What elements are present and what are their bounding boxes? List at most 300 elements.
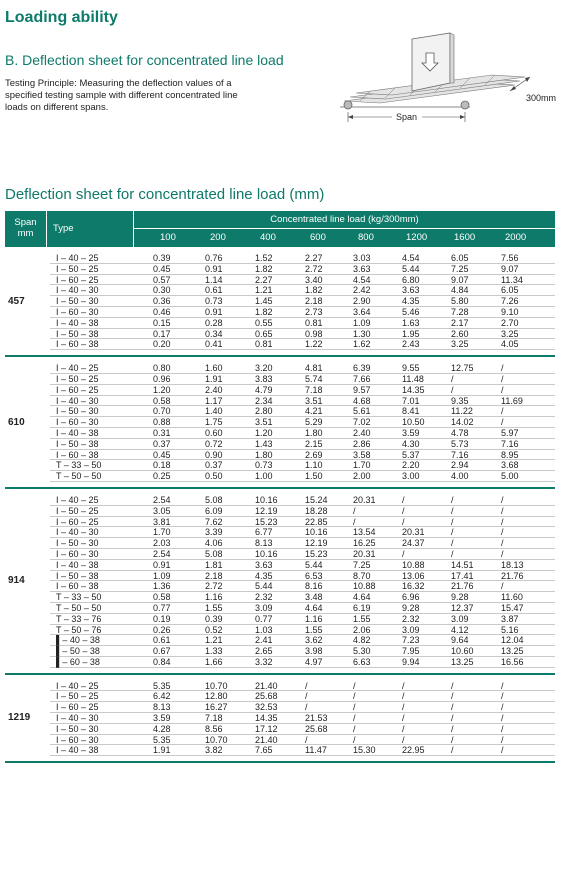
deflection-cell: 13.25 — [501, 646, 524, 657]
test-setup-diagram — [330, 25, 560, 130]
width-dimension-label: 300mm — [526, 93, 557, 103]
deflection-cell: 3.59 — [153, 713, 171, 724]
load-header-1200: 1200 — [406, 232, 428, 243]
table-row — [50, 538, 555, 549]
span-header-label: Span — [14, 217, 37, 228]
table-row — [50, 691, 555, 702]
deflection-cell: / — [451, 691, 454, 702]
deflection-cell: / — [501, 702, 504, 713]
deflection-cell: / — [353, 734, 356, 745]
deflection-cell: 16.27 — [205, 702, 228, 713]
deflection-cell: 3.03 — [353, 253, 371, 263]
deflection-cell: 8.95 — [501, 449, 519, 460]
group-spacer — [5, 668, 555, 673]
deflection-cell: / — [501, 363, 504, 374]
table-row — [50, 527, 555, 538]
deflection-cell: 22.85 — [305, 516, 328, 527]
deflection-cell: / — [451, 702, 454, 713]
deflection-cell: 7.01 — [402, 395, 420, 406]
deflection-cell: 0.37 — [153, 438, 171, 449]
deflection-cell: 1.82 — [305, 285, 323, 296]
span-group-457 — [5, 247, 555, 357]
deflection-cell: 3.59 — [402, 427, 420, 438]
deflection-cell: 14.02 — [451, 417, 474, 428]
deflection-cell: 10.60 — [451, 646, 474, 657]
deflection-cell: 3.51 — [305, 395, 323, 406]
deflection-cell: 8.70 — [353, 570, 371, 581]
deflection-cell: 7.26 — [501, 296, 519, 307]
profile-type: ▌– 60 – 38 — [56, 656, 100, 667]
deflection-cell: 16.25 — [353, 538, 376, 549]
deflection-cell: 6.77 — [255, 527, 273, 538]
deflection-cell: 0.57 — [153, 274, 171, 285]
deflection-cell: 7.16 — [501, 438, 519, 449]
span-group-914 — [5, 489, 555, 675]
deflection-cell: 4.35 — [255, 570, 273, 581]
deflection-cell: 21.40 — [255, 680, 278, 691]
profile-type: I – 40 – 25 — [56, 680, 99, 691]
table-row — [50, 374, 555, 385]
deflection-cell: 2.80 — [255, 406, 273, 417]
deflection-cell: 5.80 — [451, 296, 469, 307]
profile-type: I – 40 – 38 — [56, 559, 99, 570]
profile-type: I – 60 – 30 — [56, 306, 99, 317]
deflection-cell: 8.41 — [402, 406, 420, 417]
deflection-cell: 7.95 — [402, 646, 420, 657]
deflection-cell: 6.05 — [501, 285, 519, 296]
profile-type: I – 60 – 30 — [56, 417, 99, 428]
deflection-cell: 0.65 — [255, 328, 273, 339]
deflection-cell: 4.82 — [353, 635, 371, 646]
deflection-cell: 1.55 — [205, 602, 223, 613]
deflection-cell: 2.40 — [205, 384, 223, 395]
deflection-cell: 4.64 — [353, 592, 371, 603]
table-row — [50, 329, 555, 340]
deflection-cell: 24.37 — [402, 538, 425, 549]
deflection-cell: 2.86 — [353, 438, 371, 449]
deflection-cell: 15.23 — [255, 516, 278, 527]
table-row — [50, 549, 555, 560]
deflection-cell: 5.97 — [501, 427, 519, 438]
deflection-cell: 6.05 — [451, 253, 469, 263]
deflection-cell: 0.50 — [205, 471, 223, 482]
testing-principle-text: Testing Principle: Measuring the deflection values of a specified testing sample with different concentrated line loads on different spans. — [5, 78, 238, 113]
deflection-cell: 2.27 — [255, 274, 273, 285]
deflection-cell: 2.06 — [353, 624, 371, 635]
deflection-cell: 4.79 — [255, 384, 273, 395]
deflection-cell: 22.95 — [402, 745, 425, 756]
profile-type: I – 40 – 30 — [56, 285, 99, 296]
deflection-cell: 8.13 — [255, 538, 273, 549]
deflection-cell: 2.32 — [255, 592, 273, 603]
profile-type: I – 40 – 25 — [56, 494, 99, 505]
deflection-cell: 4.78 — [451, 427, 469, 438]
deflection-cell: 1.82 — [255, 263, 273, 274]
span-value: 457 — [8, 295, 25, 307]
deflection-cell: 25.68 — [305, 723, 328, 734]
deflection-cell: 5.73 — [451, 438, 469, 449]
table-row — [50, 592, 555, 603]
deflection-cell: 1.70 — [353, 460, 371, 471]
deflection-cell: / — [451, 713, 454, 724]
table-row — [50, 385, 555, 396]
table-row — [50, 460, 555, 471]
deflection-cell: 0.28 — [205, 317, 223, 328]
deflection-cell: 0.19 — [153, 613, 171, 624]
deflection-cell: 6.63 — [353, 656, 371, 667]
deflection-cell: 10.70 — [205, 734, 228, 745]
profile-type: I – 50 – 25 — [56, 691, 99, 702]
deflection-cell: 4.12 — [451, 624, 469, 635]
deflection-cell: / — [353, 505, 356, 516]
deflection-cell: 0.34 — [205, 328, 223, 339]
deflection-cell: 5.16 — [501, 624, 519, 635]
deflection-cell: 3.98 — [305, 646, 323, 657]
deflection-cell: 2.70 — [501, 317, 519, 328]
profile-type: I – 60 – 30 — [56, 734, 99, 745]
deflection-cell: 7.23 — [402, 635, 420, 646]
table-row — [50, 285, 555, 296]
load-header-2000: 2000 — [505, 232, 527, 243]
table-row — [50, 646, 555, 657]
deflection-cell: 3.09 — [402, 624, 420, 635]
profile-type: T – 50 – 50 — [56, 602, 102, 613]
deflection-cell: 9.28 — [451, 592, 469, 603]
deflection-cell: 3.68 — [501, 460, 519, 471]
deflection-cell: 3.63 — [402, 285, 420, 296]
span-value: 610 — [8, 416, 25, 428]
deflection-cell: 3.63 — [353, 263, 371, 274]
deflection-cell: 1.82 — [255, 306, 273, 317]
table-row — [50, 560, 555, 571]
deflection-cell: 13.25 — [451, 656, 474, 667]
table-row — [50, 657, 555, 668]
deflection-cell: / — [501, 713, 504, 724]
deflection-cell: 6.09 — [205, 505, 223, 516]
deflection-cell: 0.36 — [153, 296, 171, 307]
deflection-cell: 15.24 — [305, 494, 328, 505]
deflection-cell: 0.76 — [205, 253, 223, 263]
profile-type: T – 50 – 76 — [56, 624, 102, 635]
deflection-cell: 4.21 — [305, 406, 323, 417]
deflection-cell: 2.03 — [153, 538, 171, 549]
table-row — [50, 506, 555, 517]
deflection-cell: 2.00 — [353, 471, 371, 482]
profile-type: I – 50 – 25 — [56, 505, 99, 516]
profile-type: I – 50 – 30 — [56, 406, 99, 417]
deflection-cell: 2.54 — [153, 548, 171, 559]
deflection-cell: 5.35 — [153, 680, 171, 691]
deflection-cell: 3.25 — [451, 339, 469, 350]
deflection-cell: 12.80 — [205, 691, 228, 702]
deflection-cell: 0.96 — [153, 373, 171, 384]
deflection-cell: 1.03 — [255, 624, 273, 635]
profile-type: I – 40 – 38 — [56, 317, 99, 328]
load-header-800: 800 — [358, 232, 374, 243]
deflection-cell: 7.66 — [353, 373, 371, 384]
deflection-cell: / — [501, 516, 504, 527]
deflection-cell: 12.19 — [305, 538, 328, 549]
deflection-cell: / — [501, 494, 504, 505]
deflection-cell: 3.81 — [153, 516, 171, 527]
deflection-cell: 5.29 — [305, 417, 323, 428]
deflection-cell: 4.84 — [451, 285, 469, 296]
deflection-table — [5, 211, 555, 763]
deflection-cell: 16.56 — [501, 656, 524, 667]
deflection-cell: / — [402, 734, 405, 745]
deflection-cell: 9.07 — [451, 274, 469, 285]
group-spacer — [5, 756, 555, 761]
deflection-cell: 1.81 — [205, 559, 223, 570]
deflection-cell: 10.16 — [255, 548, 278, 559]
deflection-cell: 1.21 — [205, 635, 223, 646]
deflection-cell: 3.40 — [305, 274, 323, 285]
group-spacer — [5, 350, 555, 355]
profile-type: I – 60 – 38 — [56, 339, 99, 350]
deflection-cell: 2.60 — [451, 328, 469, 339]
deflection-cell: 3.87 — [501, 613, 519, 624]
deflection-cell: / — [501, 723, 504, 734]
deflection-cell: 1.66 — [205, 656, 223, 667]
profile-type: I – 50 – 25 — [56, 263, 99, 274]
profile-type: I – 50 – 30 — [56, 723, 99, 734]
deflection-cell: 8.56 — [205, 723, 223, 734]
deflection-cell: / — [501, 734, 504, 745]
deflection-cell: / — [402, 505, 405, 516]
deflection-cell: 3.00 — [402, 471, 420, 482]
table-row — [50, 307, 555, 318]
deflection-cell: 12.04 — [501, 635, 524, 646]
deflection-cell: 14.35 — [402, 384, 425, 395]
deflection-cell: 1.63 — [402, 317, 420, 328]
span-value: 1219 — [8, 712, 31, 724]
table-header — [5, 211, 555, 247]
table-row — [50, 339, 555, 350]
profile-type: I – 40 – 30 — [56, 527, 99, 538]
span-dimension-label: Span — [396, 112, 418, 122]
load-header-600: 600 — [310, 232, 326, 243]
deflection-cell: 11.48 — [402, 373, 424, 384]
table-row — [50, 296, 555, 307]
deflection-cell: / — [501, 406, 504, 417]
left-support-roller — [344, 101, 352, 109]
deflection-cell: 2.34 — [255, 395, 273, 406]
deflection-cell: 3.63 — [255, 559, 273, 570]
deflection-cell: 7.62 — [205, 516, 223, 527]
table-row — [50, 253, 555, 264]
deflection-cell: 3.09 — [255, 602, 273, 613]
load-header-1600: 1600 — [454, 232, 476, 243]
deflection-cell: 0.17 — [153, 328, 171, 339]
deflection-cell: 0.91 — [205, 263, 223, 274]
deflection-cell: 11.34 — [501, 274, 523, 285]
deflection-cell: 5.44 — [305, 559, 323, 570]
deflection-cell: 0.15 — [153, 317, 171, 328]
deflection-cell: 18.13 — [501, 559, 524, 570]
span-group-1219 — [5, 675, 555, 764]
deflection-cell: 0.45 — [153, 263, 171, 274]
deflection-cell: 7.02 — [353, 417, 371, 428]
deflection-cell: 9.35 — [451, 395, 469, 406]
deflection-cell: / — [305, 702, 308, 713]
deflection-cell: 3.32 — [255, 656, 273, 667]
deflection-cell: 3.58 — [353, 449, 371, 460]
deflection-cell: 2.41 — [255, 635, 273, 646]
deflection-cell: 0.72 — [205, 438, 223, 449]
deflection-cell: 1.30 — [353, 328, 371, 339]
deflection-cell: 1.22 — [305, 339, 323, 350]
deflection-cell: 6.80 — [402, 274, 420, 285]
deflection-cell: 1.36 — [153, 581, 171, 592]
deflection-cell: 12.19 — [255, 505, 278, 516]
deflection-cell: 4.54 — [402, 253, 420, 263]
deflection-cell: 4.64 — [305, 602, 323, 613]
deflection-cell: 15.47 — [501, 602, 524, 613]
table-row — [50, 614, 555, 625]
deflection-cell: 0.58 — [153, 395, 171, 406]
deflection-cell: / — [451, 548, 454, 559]
deflection-cell: 25.68 — [255, 691, 278, 702]
deflection-cell: 8.13 — [153, 702, 171, 713]
deflection-cell: 4.54 — [353, 274, 371, 285]
span-column-header — [5, 211, 47, 247]
deck-load-illustration — [330, 25, 560, 130]
profile-type: I – 40 – 30 — [56, 395, 99, 406]
deflection-cell: 9.07 — [501, 263, 519, 274]
deflection-cell: 9.28 — [402, 602, 420, 613]
deflection-cell: / — [451, 723, 454, 734]
deflection-cell: 21.53 — [305, 713, 328, 724]
section-subtitle: B. Deflection sheet for concentrated line load — [5, 52, 284, 68]
deflection-cell: 18.28 — [305, 505, 328, 516]
deflection-cell: / — [451, 527, 454, 538]
deflection-cell: 0.77 — [153, 602, 171, 613]
deflection-cell: 1.75 — [205, 417, 223, 428]
deflection-cell: 1.16 — [205, 592, 223, 603]
deflection-cell: 0.45 — [153, 449, 171, 460]
deflection-cell: 1.10 — [305, 460, 323, 471]
deflection-cell: 16.32 — [402, 581, 425, 592]
deflection-cell: 10.88 — [353, 581, 376, 592]
deflection-cell: / — [451, 734, 454, 745]
deflection-cell: / — [353, 691, 356, 702]
deflection-cell: 1.45 — [255, 296, 273, 307]
deflection-cell: 7.18 — [205, 713, 223, 724]
deflection-cell: / — [501, 373, 504, 384]
profile-type: I – 50 – 38 — [56, 570, 99, 581]
profile-type: T – 50 – 50 — [56, 471, 102, 482]
profile-type: ▌– 40 – 38 — [56, 635, 100, 646]
deflection-cell: 2.90 — [353, 296, 371, 307]
load-group-header: Concentrated line load (kg/300mm) — [133, 211, 555, 229]
deflection-cell: / — [501, 538, 504, 549]
deflection-cell: 3.05 — [153, 505, 171, 516]
deflection-cell: 13.06 — [402, 570, 425, 581]
deflection-cell: / — [353, 723, 356, 734]
deflection-cell: 10.16 — [255, 494, 278, 505]
deflection-cell: 3.48 — [305, 592, 323, 603]
deflection-cell: 1.50 — [305, 471, 323, 482]
profile-type: T – 33 – 50 — [56, 460, 102, 471]
deflection-cell: 0.55 — [255, 317, 273, 328]
deflection-cell: 0.18 — [153, 460, 171, 471]
table-row — [50, 625, 555, 636]
profile-type: I – 60 – 25 — [56, 384, 99, 395]
profile-type: I – 40 – 38 — [56, 745, 99, 756]
deflection-cell: 9.64 — [451, 635, 469, 646]
deflection-cell: 4.97 — [305, 656, 323, 667]
deflection-cell: / — [305, 691, 308, 702]
deflection-cell: 1.52 — [255, 253, 273, 263]
deflection-cell: 10.70 — [205, 680, 228, 691]
deflection-cell: 17.41 — [451, 570, 474, 581]
span-header-unit: mm — [17, 228, 34, 239]
deflection-cell: 7.18 — [305, 384, 323, 395]
profile-type: T – 33 – 76 — [56, 613, 102, 624]
deflection-cell: 0.61 — [153, 635, 171, 646]
span-group-610 — [5, 357, 555, 489]
deflection-cell: 20.31 — [402, 527, 425, 538]
deflection-cell: / — [501, 505, 504, 516]
deflection-cell: 6.19 — [353, 602, 371, 613]
table-row — [50, 264, 555, 275]
deflection-cell: 2.17 — [451, 317, 469, 328]
table-row — [50, 439, 555, 450]
deflection-cell: 0.84 — [153, 656, 171, 667]
deflection-cell: 0.31 — [153, 427, 171, 438]
deflection-cell: 12.37 — [451, 602, 474, 613]
deflection-cell: 0.80 — [153, 363, 171, 374]
deflection-cell: 0.58 — [153, 592, 171, 603]
deflection-cell: 2.20 — [402, 460, 420, 471]
deflection-cell: 32.53 — [255, 702, 278, 713]
deflection-cell: 1.91 — [153, 745, 171, 756]
table-row — [50, 713, 555, 724]
profile-type: I – 50 – 25 — [56, 373, 99, 384]
deflection-cell: / — [402, 494, 405, 505]
deflection-cell: 2.54 — [153, 494, 171, 505]
deflection-cell: 0.90 — [205, 449, 223, 460]
deflection-cell: 7.25 — [353, 559, 371, 570]
deflection-cell: 9.10 — [501, 306, 519, 317]
deflection-cell: 1.80 — [255, 449, 273, 460]
table-body — [5, 247, 555, 763]
profile-type: I – 40 – 25 — [56, 363, 99, 374]
profile-type: I – 40 – 38 — [56, 427, 99, 438]
deflection-cell: / — [402, 548, 405, 559]
deflection-cell: 1.62 — [353, 339, 371, 350]
table-row — [50, 581, 555, 592]
deflection-cell: / — [402, 702, 405, 713]
deflection-cell: 8.16 — [305, 581, 323, 592]
deflection-cell: 11.47 — [305, 745, 327, 756]
profile-type: I – 50 – 30 — [56, 296, 99, 307]
deflection-cell: 4.00 — [451, 471, 469, 482]
deflection-cell: 2.94 — [451, 460, 469, 471]
table-row — [50, 745, 555, 756]
deflection-cell: / — [451, 494, 454, 505]
deflection-cell: 3.39 — [205, 527, 223, 538]
deflection-cell: 5.61 — [353, 406, 371, 417]
deflection-cell: 1.17 — [205, 395, 223, 406]
deflection-cell: 6.39 — [353, 363, 371, 374]
deflection-cell: 6.96 — [402, 592, 420, 603]
table-row — [50, 635, 555, 646]
deflection-cell: / — [501, 581, 504, 592]
deflection-cell: 0.81 — [305, 317, 323, 328]
deflection-cell: 5.08 — [205, 494, 223, 505]
group-spacer — [5, 482, 555, 487]
